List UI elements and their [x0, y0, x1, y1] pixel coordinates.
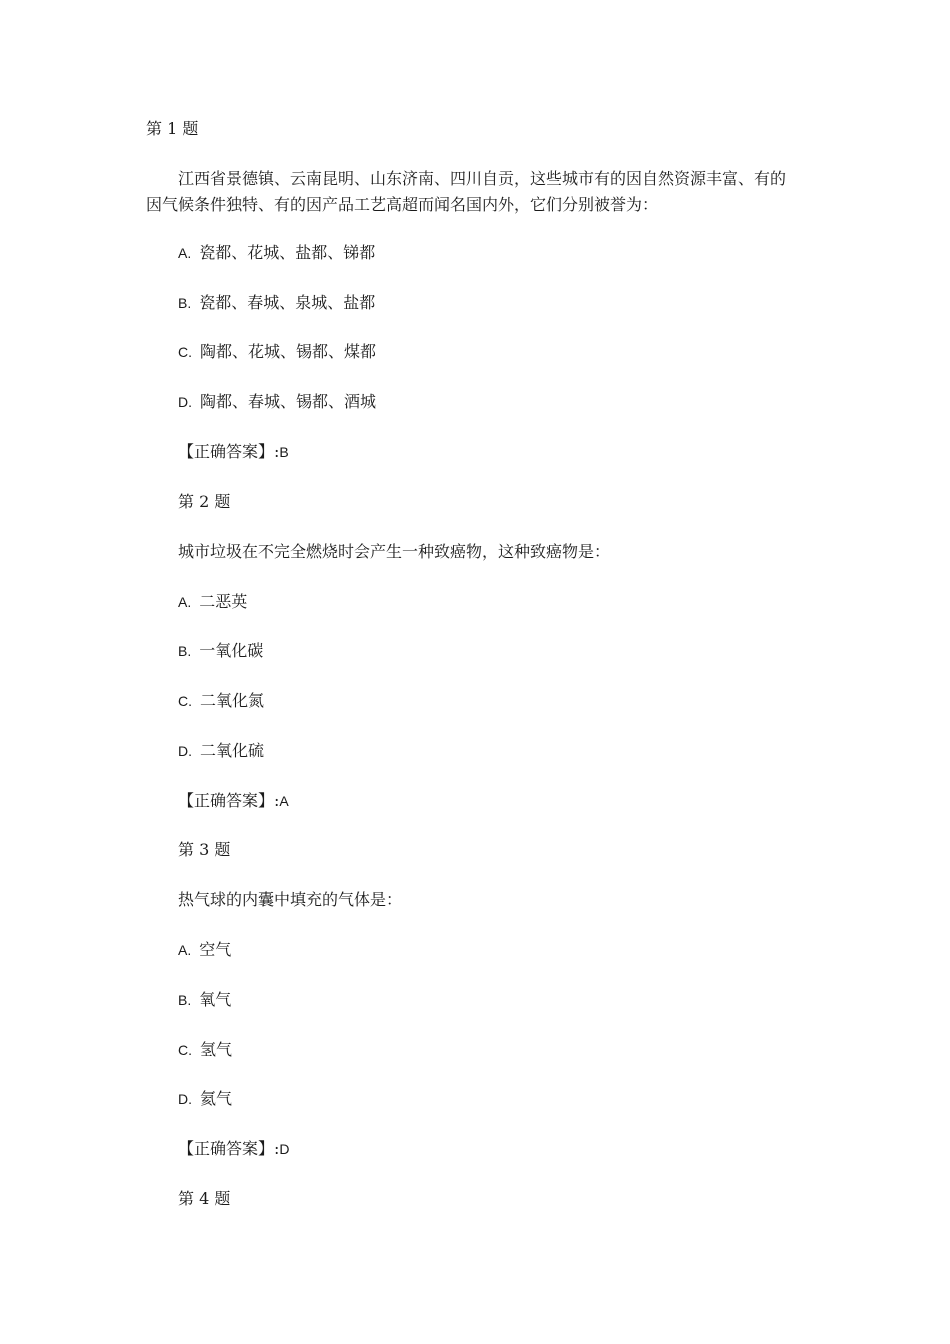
- option-text: 二氧化氮: [200, 691, 265, 710]
- option-letter: D.: [178, 394, 192, 410]
- option-text: 空气: [199, 940, 232, 959]
- question-1-option-a: [178, 242, 375, 264]
- option-letter: C.: [178, 344, 192, 360]
- question-1-stem: 江西省景德镇、云南昆明、山东济南、四川自贡，这些城市有的因自然资源丰富、有的因气候条件独特、有的因产品工艺高超而闻名国内外，它们分别被誉为：: [146, 169, 787, 214]
- option-text: 陶都、春城、锡都、酒城: [200, 392, 377, 411]
- question-2-option-c: [178, 690, 264, 712]
- option-letter: A.: [178, 942, 192, 958]
- question-3-option-a: [178, 939, 231, 961]
- question-4-heading: 第 4 题: [178, 1189, 231, 1208]
- question-3-option-b: [178, 989, 231, 1011]
- option-text: 瓷都、花城、盐都、锑都: [199, 243, 376, 262]
- question-2-heading: 第 2 题: [178, 492, 231, 511]
- option-letter: B.: [178, 992, 192, 1008]
- question-2-option-b: [178, 640, 263, 662]
- option-text: 瓷都、春城、泉城、盐都: [199, 293, 376, 312]
- question-3-stem: 热气球的内囊中填充的气体是：: [178, 890, 403, 909]
- option-letter: B.: [178, 643, 192, 659]
- question-3-option-c: [178, 1039, 232, 1061]
- answer-label: 【正确答案】:: [178, 791, 280, 810]
- question-3-heading: 第 3 题: [178, 840, 231, 859]
- option-letter: A.: [178, 594, 192, 610]
- option-text: 氦气: [200, 1089, 233, 1108]
- question-3-option-d: [178, 1088, 232, 1110]
- question-3-answer: [178, 1138, 290, 1160]
- option-text: 二氧化硫: [200, 741, 265, 760]
- answer-label: 【正确答案】:: [178, 1139, 280, 1158]
- option-letter: D.: [178, 1091, 192, 1107]
- answer-value: B: [279, 444, 289, 460]
- question-1-option-b: [178, 292, 375, 314]
- question-1-option-c: [178, 341, 376, 363]
- option-letter: C.: [178, 693, 192, 709]
- answer-value: D: [279, 1141, 290, 1157]
- question-2-option-d: [178, 740, 264, 762]
- option-text: 氢气: [200, 1040, 233, 1059]
- option-letter: C.: [178, 1042, 192, 1058]
- option-text: 二恶英: [199, 592, 248, 611]
- option-text: 氧气: [199, 990, 232, 1009]
- option-text: 陶都、花城、锡都、煤都: [200, 342, 377, 361]
- question-1-option-d: [178, 391, 376, 413]
- question-1-heading: 第 1 题: [146, 119, 199, 138]
- option-text: 一氧化碳: [199, 641, 264, 660]
- question-2-option-a: [178, 591, 247, 613]
- question-1-answer: [178, 441, 289, 463]
- answer-label: 【正确答案】:: [178, 442, 280, 461]
- question-2-answer: [178, 790, 289, 812]
- question-2-stem: 城市垃圾在不完全燃烧时会产生一种致癌物，这种致癌物是：: [178, 542, 611, 561]
- option-letter: A.: [178, 245, 192, 261]
- option-letter: D.: [178, 743, 192, 759]
- option-letter: B.: [178, 295, 192, 311]
- answer-value: A: [279, 793, 289, 809]
